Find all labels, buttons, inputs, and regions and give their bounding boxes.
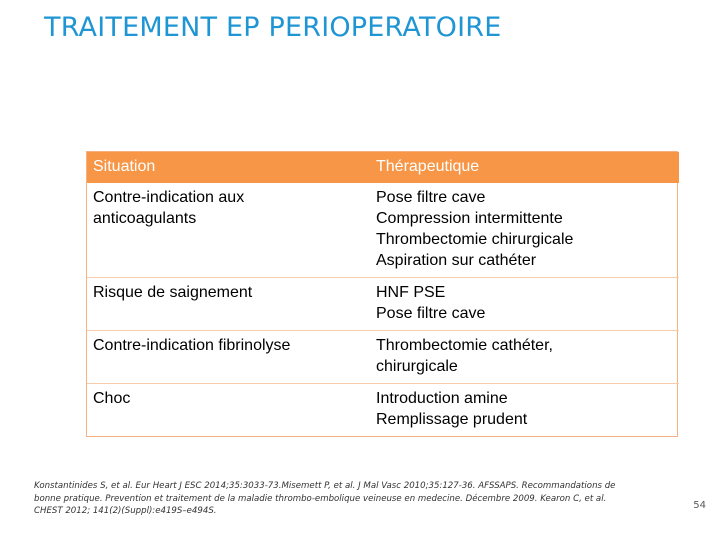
- therapeutique-line: Remplissage prudent: [376, 411, 528, 428]
- situation-cell: [87, 183, 370, 278]
- table-row: [87, 183, 679, 278]
- table-header-row: [87, 152, 679, 183]
- reference-line: bonne pratique. Prevention et traitement de la maladie thrombo-embolique veineuse en medecine. Décembre 2009. Kearon C, et al.: [34, 493, 607, 504]
- therapeutique-line: Compression intermittente: [376, 210, 563, 227]
- situation-line: Contre-indication aux: [93, 189, 245, 206]
- header-situation: Situation: [87, 152, 370, 183]
- therapeutique-line: Thrombectomie chirurgicale: [376, 231, 574, 248]
- situation-line: Contre-indication fibrinolyse: [93, 337, 291, 354]
- situation-line: anticoagulants: [93, 210, 197, 227]
- therapeutique-line: Aspiration sur cathéter: [376, 252, 537, 269]
- table-row: [87, 278, 679, 331]
- page-number: 54: [693, 500, 706, 511]
- slide-title: TRAITEMENT EP PERIOPERATOIRE: [44, 12, 502, 43]
- table-row: [87, 384, 679, 437]
- therapeutique-line: chirurgicale: [376, 358, 458, 375]
- reference-line: Konstantinides S, et al. Eur Heart J ESC 2014;35:3033-73.Misemett P, et al. J Mal Vasc 2010;35:127-36. AFSSAPS. Recommandations de: [34, 481, 616, 491]
- therapeutique-line: Pose filtre cave: [376, 305, 486, 322]
- therapeutique-cell: [370, 278, 679, 331]
- therapeutique-line: Thrombectomie cathéter,: [376, 337, 553, 354]
- situation-cell: [87, 278, 370, 331]
- therapeutique-line: Introduction amine: [376, 390, 508, 407]
- therapeutique-cell: [370, 384, 679, 437]
- situation-line: Choc: [93, 390, 131, 407]
- therapeutique-line: HNF PSE: [376, 284, 446, 301]
- reference-line: CHEST 2012; 141(2)(Suppl):e419S–e494S.: [34, 506, 217, 516]
- therapeutique-cell: [370, 183, 679, 278]
- therapy-table: [86, 151, 678, 437]
- therapeutique-line: Pose filtre cave: [376, 189, 486, 206]
- header-therapeutique: Thérapeutique: [370, 152, 679, 183]
- therapeutique-cell: [370, 331, 679, 384]
- situation-line: Risque de saignement: [93, 284, 253, 301]
- situation-cell: [87, 331, 370, 384]
- situation-cell: [87, 384, 370, 437]
- references: [34, 480, 664, 518]
- table-row: [87, 331, 679, 384]
